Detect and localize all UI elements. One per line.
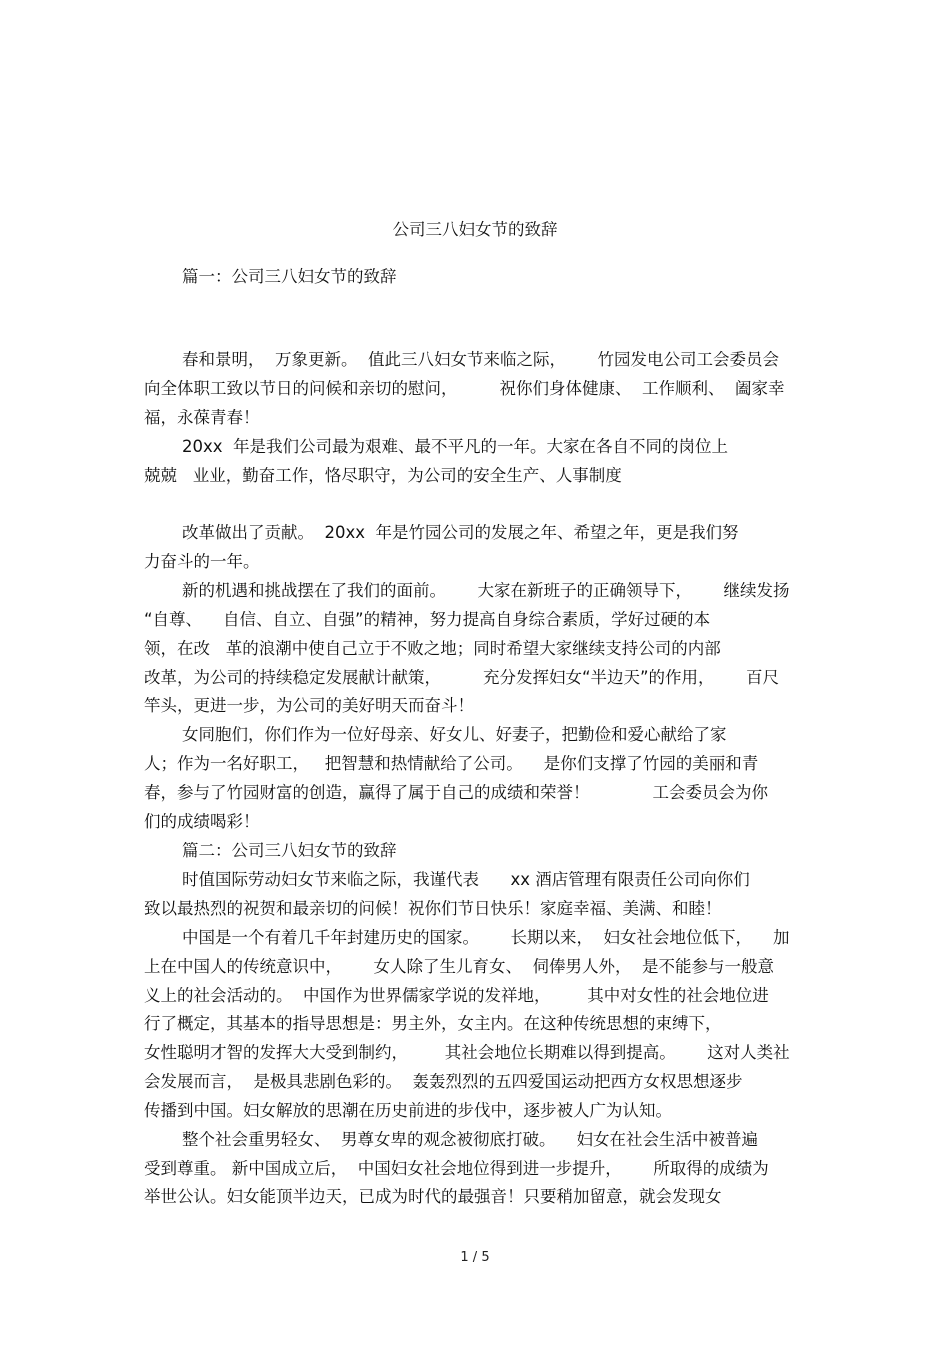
paragraph-line: 20xx 年是我们公司最为艰难、最不平凡的一年。大家在各自不同的岗位上: [182, 437, 729, 456]
paragraph-line: 竿头，更进一步，为公司的美好明天而奋斗！: [144, 696, 474, 715]
paragraph-line: 整个社会重男轻女、 男尊女卑的观念被彻底打破。 妇女在社会生活中被普遍: [182, 1130, 758, 1149]
paragraph-line: 力奋斗的一年。: [144, 552, 260, 571]
document-title: 公司三八妇女节的致辞: [392, 220, 558, 239]
paragraph-line: 向全体职工致以节日的问候和亲切的慰问， 祝你们身体健康、 工作顺利、 阖家幸: [144, 379, 785, 398]
paragraph-line: 义上的社会活动的。 中国作为世界儒家学说的发祥地， 其中对女性的社会地位进: [144, 986, 769, 1005]
paragraph-line: “自尊、 自信、自立、自强”的精神，努力提高自身综合素质，学好过硬的本: [144, 610, 711, 629]
paragraph-line: 改革，为公司的持续稳定发展献计献策， 充分发挥妇女“半边天”的作用， 百尺: [144, 668, 780, 687]
paragraph-line: 时值国际劳动妇女节来临之际，我谨代表 xx 酒店管理有限责任公司向你们: [182, 870, 750, 889]
paragraph-line: 兢兢 业业，勤奋工作，恪尽职守，为公司的安全生产、人事制度: [144, 466, 622, 485]
paragraph-line: 人；作为一名好职工， 把智慧和热情献给了公司。 是你们支撑了竹园的美丽和青: [144, 754, 759, 773]
paragraph-line: 领，在改 革的浪潮中使自己立于不败之地；同时希望大家继续支持公司的内部: [144, 639, 721, 658]
paragraph-line: 们的成绩喝彩！: [144, 812, 260, 831]
paragraph-line: 致以最热烈的祝贺和最亲切的问候！祝你们节日快乐！家庭幸福、美满、和睦！: [144, 899, 722, 918]
section-heading-2: 篇二：公司三八妇女节的致辞: [182, 841, 397, 860]
page-number: 1 / 5: [460, 1250, 490, 1265]
paragraph-line: 春和景明， 万象更新。 值此三八妇女节来临之际， 竹园发电公司工会委员会: [182, 350, 779, 369]
paragraph-line: 传播到中国。妇女解放的思潮在历史前进的步伐中，逐步被人广为认知。: [144, 1101, 672, 1120]
paragraph-line: 春，参与了竹园财富的创造，赢得了属于自己的成绩和荣誉！ 工会委员会为你: [144, 783, 768, 802]
section-heading-1: 篇一：公司三八妇女节的致辞: [182, 267, 397, 286]
paragraph-line: 女同胞们，你们作为一位好母亲、好女儿、好妻子，把勤俭和爱心献给了家: [182, 725, 727, 744]
paragraph-line: 改革做出了贡献。 20xx 年是竹园公司的发展之年、希望之年，更是我们努: [182, 523, 739, 542]
paragraph-line: 上在中国人的传统意识中， 女人除了生儿育女、 伺俸男人外， 是不能参与一般意: [144, 957, 774, 976]
paragraph-line: 中国是一个有着几千年封建历史的国家。 长期以来， 妇女社会地位低下， 加: [182, 928, 790, 947]
paragraph-line: 举世公认。妇女能顶半边天，已成为时代的最强音！只要稍加留意，就会发现女: [144, 1187, 722, 1206]
paragraph-line: 女性聪明才智的发挥大大受到制约， 其社会地位长期难以得到提高。 这对人类社: [144, 1043, 790, 1062]
paragraph-line: 福，永葆青春！: [144, 408, 260, 427]
paragraph-line: 受到尊重。 新中国成立后， 中国妇女社会地位得到进一步提升， 所取得的成绩为: [144, 1159, 769, 1178]
paragraph-line: 新的机遇和挑战摆在了我们的面前。 大家在新班子的正确领导下， 继续发扬: [182, 581, 790, 600]
paragraph-line: 行了概定，其基本的指导思想是：男主外，女主内。在这种传统思想的束缚下，: [144, 1014, 722, 1033]
paragraph-line: 会发展而言， 是极具悲剧色彩的。 轰轰烈烈的五四爱国运动把西方女权思想逐步: [144, 1072, 743, 1091]
